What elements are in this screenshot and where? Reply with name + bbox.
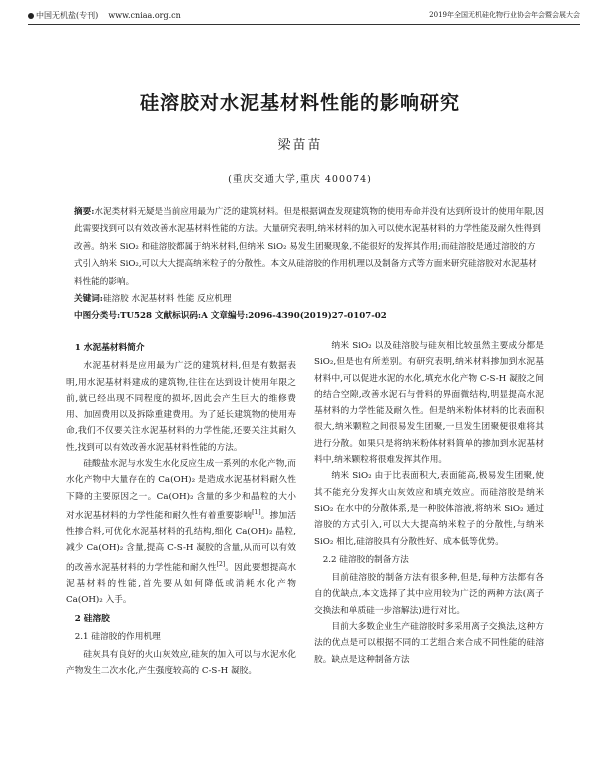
paragraph: 硅灰具有良好的火山灰效应,硅灰的加入可以与水泥水化产物发生二次水化,产生强度较高的 C-S-H 凝胶。 [66, 650, 296, 677]
journal-name: 中国无机盐(专刊) [36, 11, 99, 20]
running-header [28, 8, 580, 25]
abstract-block [74, 204, 544, 326]
section-2-1-heading: 2.1 硅溶胶的作用机理 [74, 631, 161, 642]
paragraph-text: 。因此要想提高水泥基材料的性能,首先要从如何降低或消耗水化产物 Ca(OH)₂ 入手。 [66, 562, 297, 606]
abstract-label: 摘要: [74, 207, 95, 217]
journal-url: www.cniaa.org.cn [108, 11, 181, 20]
paragraph: 纳米 SiO₂ 以及硅溶胶与硅灰相比较虽然主要成分都是 SiO₂,但是也有所差别。有研究表明,纳米材料掺加到水泥基材料中,可以促进水泥的水化,填充水化产物 C-S-H 凝胶之间的结合空隙,改善水泥石与骨料的界面微结构,明显提高水泥基材料的力学性能及耐久性。但是纳米粉体材料的比表面积很大,纳米颗粒之间很易发生团聚,一旦发生团聚便很难将其进行分散。如果只是将纳米粉体材料简单的掺加到水泥基材料中,纳米颗粒将很难发挥其作用。 [314, 341, 544, 466]
paragraph: 纳米 SiO₂ 由于比表面积大,表面能高,极易发生团聚,使其不能充分发挥火山灰效应和填充效应。而硅溶胶是纳米 SiO₂ 在水中的分散体系,是一种胶体溶液,将纳米 SiO₂ 通过溶胶的方式引入,可以大大提高纳米粒子的分散性,与纳米 SiO₂ 相比,硅溶胶具有分散性好、成本低等优势。 [314, 471, 544, 547]
section-2-heading: 2 硅溶胶 [74, 613, 110, 624]
paragraph-text: 硅酸盐水泥与水发生水化反应生成一系列的水化产物,而水化产物中大量存在的 Ca(OH)₂ 是造成水泥基材料耐久性下降的主要原因之一。Ca(OH)₂ 含量的多少和晶粒的大小对水泥基材料的力学性能和耐久性有着重要影响 [66, 459, 296, 521]
header-left [28, 10, 181, 21]
abstract-text: 水泥类材料无疑是当前应用最为广泛的建筑材料。但是根据调查发现建筑物的使用寿命并没有达到所设计的使用年限,因此需要找到可以有效改善水泥基材料性能的方法。大量研究表明,纳米材料的加入可以使水泥基材料的力学性能及耐久性得到改善。纳米 SiO₂ 和硅溶胶都属于纳米材料,但纳米 SiO₂ 易发生团聚现象,不能很好的发挥其作用;而硅溶胶是通过溶胶的方式引入纳米 SiO₂,可以大大提高纳米粒子的分散性。本文从硅溶胶的作用机理以及制备方式等方面来研究硅溶胶对水泥基材料性能的影响。 [74, 207, 544, 287]
section-2-2-heading: 2.2 硅溶胶的制备方法 [322, 554, 409, 565]
paragraph [66, 456, 296, 608]
paragraph: 水泥基材料是应用最为广泛的建筑材料,但是有数据表明,用水泥基材料建成的建筑物,往往在达到设计使用年限之前,就已经出现不同程度的损坏,因此会产生巨大的维修费用、加固费用以及拆除重建费用。为了延长建筑物的使用寿命,我们不仅要关注水泥基材料的力学性能,还要关注其耐久性,找到可以有效改善水泥基材料性能的方法。 [66, 361, 296, 453]
affiliation: (重庆交通大学,重庆 400074) [228, 174, 372, 185]
paragraph-text: 。掺加活性掺合料,可优化水泥基材料的孔结构,细化 Ca(OH)₂ 晶粒,减少 Ca(OH)₂ 含量,提高 C-S-H 凝胶的含量,从而可以有效的改善水泥基材料的力学性能和耐久性 [66, 510, 297, 573]
paragraph: 目前硅溶胶的制备方法有很多种,但是,每种方法都有各自的优缺点,本文选择了其中应用较为广泛的两种方法(离子交换法和单质硅一步溶解法)进行对比。 [314, 573, 544, 616]
paper-title: 硅溶胶对水泥基材料性能的影响研究 [139, 92, 460, 114]
paragraph: 目前大多数企业生产硅溶胶时多采用离子交换法,这种方法的优点是可以根据不同的工艺组合来合成不同性能的硅溶胶。缺点是这种制备方法 [314, 622, 544, 665]
right-column [314, 338, 544, 668]
reference-marker: [2] [216, 560, 226, 568]
keywords-label: 关键词: [74, 294, 103, 305]
author: 梁苗苗 [277, 138, 323, 153]
keywords: 硅溶胶 水泥基材料 性能 反应机理 [102, 294, 232, 305]
keywords-line [74, 291, 544, 308]
classification-line: 中图分类号:TU528 文献标识码:A 文章编号:2096-4390(2019)27-0107-02 [74, 311, 387, 322]
conference-name: 2019年全国无机硅化物行业协会年会暨会展大会 [429, 11, 580, 19]
section-1-heading: 1 水泥基材料简介 [74, 343, 145, 353]
bullet-icon [28, 13, 34, 19]
abstract-paragraph [74, 204, 544, 291]
reference-marker: [1] [252, 508, 261, 516]
left-column [66, 338, 296, 680]
